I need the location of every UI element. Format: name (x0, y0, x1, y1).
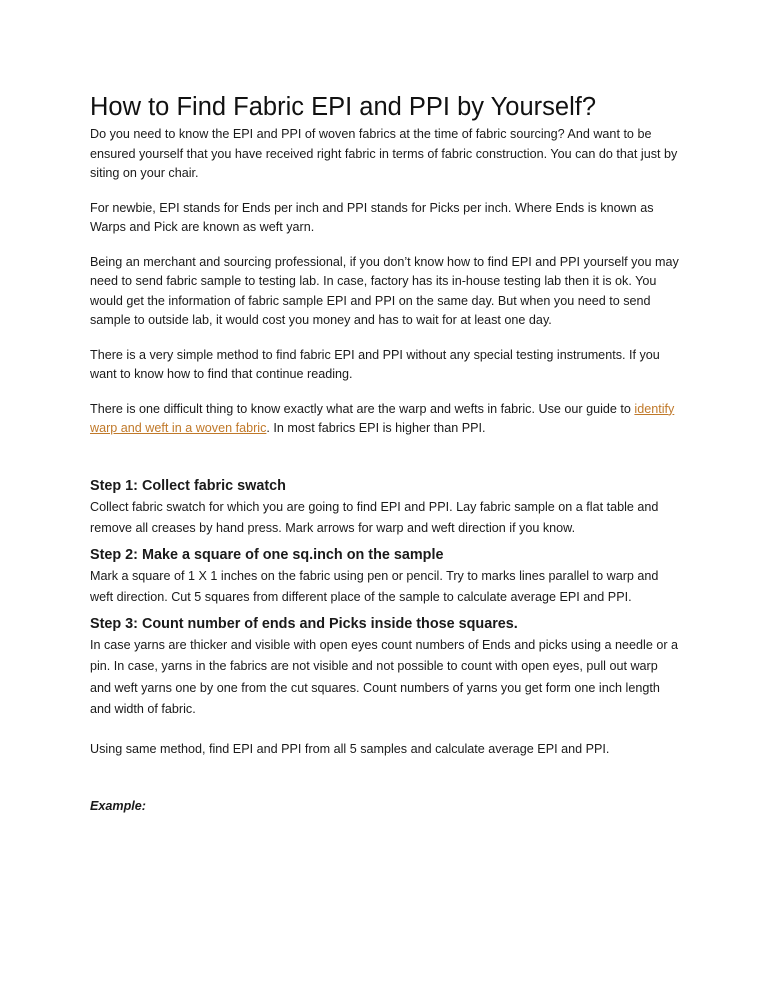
guide-paragraph (90, 400, 682, 439)
step-3-heading: Step 3: Count number of ends and Picks inside those squares. (90, 615, 518, 632)
page-title: How to Find Fabric EPI and PPI by Yourself? (90, 93, 597, 121)
section-gap (90, 725, 682, 739)
closing-paragraph: Using same method, find EPI and PPI from all 5 samples and calculate average EPI and PPI. (90, 741, 610, 756)
step-1-body: Collect fabric swatch for which you are going to find EPI and PPI. Lay fabric sample on a flat table and remove all creases by hand press. Mark arrows for warp and weft direction if you know. (90, 499, 659, 535)
step-2-heading: Step 2: Make a square of one sq.inch on the sample (90, 546, 444, 563)
intro-paragraph-2: For newbie, EPI stands for Ends per inch and PPI stands for Picks per inch. Where Ends is known as Warps and Pick are known as weft yarn. (90, 200, 654, 234)
document-page (90, 92, 682, 816)
section-gap (90, 764, 682, 797)
warp-weft-guide-link[interactable]: identify warp and weft in a woven fabric (90, 401, 675, 435)
intro-paragraph-3: Being an merchant and sourcing professional, if you don’t know how to find EPI and PPI yourself you may need to send fabric sample to testing lab. In case, factory has its in-house testing lab then it is ok. You would get the information of fabric sample EPI and PPI on the same day. But when you need to send sample to outside lab, it would cost you money and has to wait for at least one day. (90, 254, 679, 327)
section-gap (90, 461, 682, 475)
guide-text-before: There is one difficult thing to know exactly what are the warp and wefts in fabric. Use our guide to (90, 401, 635, 416)
guide-text-after: . In most fabrics EPI is higher than PPI. (266, 421, 486, 435)
example-label: Example: (90, 799, 146, 813)
intro-paragraph-4: There is a very simple method to find fabric EPI and PPI without any special testing instruments. If you want to know how to find that continue reading. (90, 347, 660, 381)
intro-paragraph-1: Do you need to know the EPI and PPI of woven fabrics at the time of fabric sourcing? And want to be ensured yourself that you have received right fabric in terms of fabric construction. You can do that just by siting on your chair. (90, 127, 678, 180)
step-2-body: Mark a square of 1 X 1 inches on the fabric using pen or pencil. Try to marks lines parallel to warp and weft direction. Cut 5 squares from different place of the sample to calculate average EPI and PPI. (90, 568, 659, 604)
step-1-heading: Step 1: Collect fabric swatch (90, 477, 286, 494)
step-3-body: In case yarns are thicker and visible with open eyes count numbers of Ends and picks using a needle or a pin. In case, yarns in the fabrics are not visible and not possible to count with open eyes, pull out warp and weft yarns one by one from the cut squares. Count numbers of yarns you get form one inch length and width of fabric. (90, 637, 679, 716)
